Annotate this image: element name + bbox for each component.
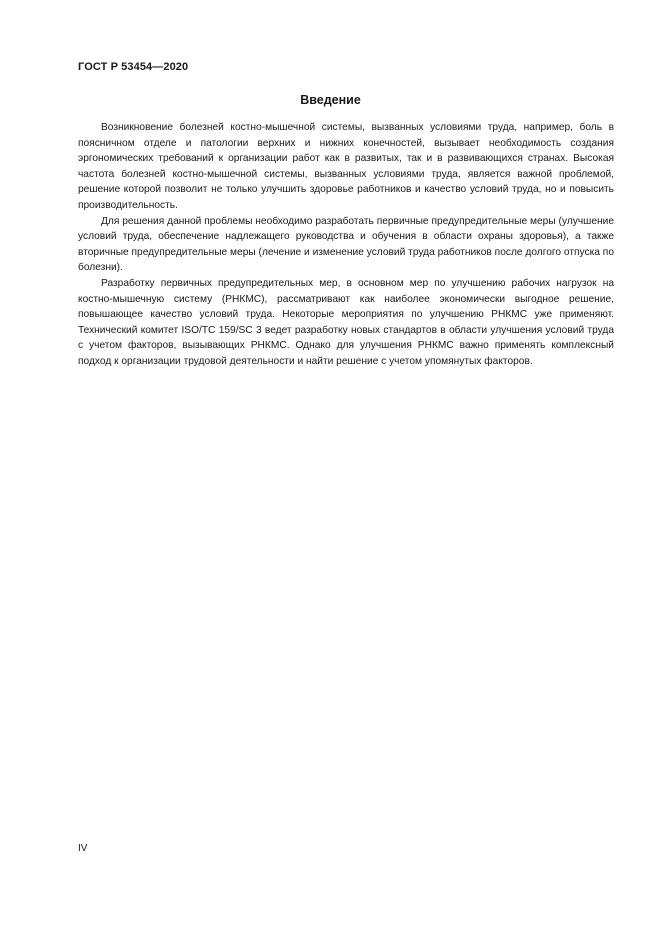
standard-code: ГОСТ Р 53454—2020 (78, 61, 189, 73)
page-number: IV (78, 843, 88, 854)
paragraph: Возникновение болезней костно-мышечной системы, вызванных условиями труда, например, боль в поясничном отделе и патологии верхних и нижних конечностей, вызывает необходимость создания эргономических требований к организации работ как в развитых, так и в развивающихся странах. Высокая частота болезней костно-мышечной системы, вызванных условиями труда, является важной проблемой, решение которой позволит не только улучшить здоровье работников и качество условий труда, но и повысить производительность. (78, 122, 614, 211)
section-title: Введение (300, 93, 361, 107)
paragraph: Разработку первичных предупредительных мер, в основном мер по улучшению рабочих нагрузок на костно-мышечную систему (РНКМС), рассматривают как наиболее экономически выгодное решение, повышающее качество условий труда. Некоторые мероприятия по улучшению РНКМС уже применяют. Технический комитет ISO/TC 159/SC 3 ведет разработку новых стандартов в области улучшения условий труда с учетом факторов, вызывающих РНКМС. Однако для улучшения РНКМС важно применять комплексный подход к организации трудовой деятельности и найти решение с учетом упомянутых факторов. (78, 277, 614, 367)
paragraph: Для решения данной проблемы необходимо разработать первичные предупредительные меры (улучшение условий труда, обеспечение надлежащего руководства и обучения в области охраны здоровья), а также вторичные предупредительные меры (лечение и изменение условий труда работников после долгого отпуска по болезни). (78, 215, 614, 274)
document-body (78, 120, 614, 370)
